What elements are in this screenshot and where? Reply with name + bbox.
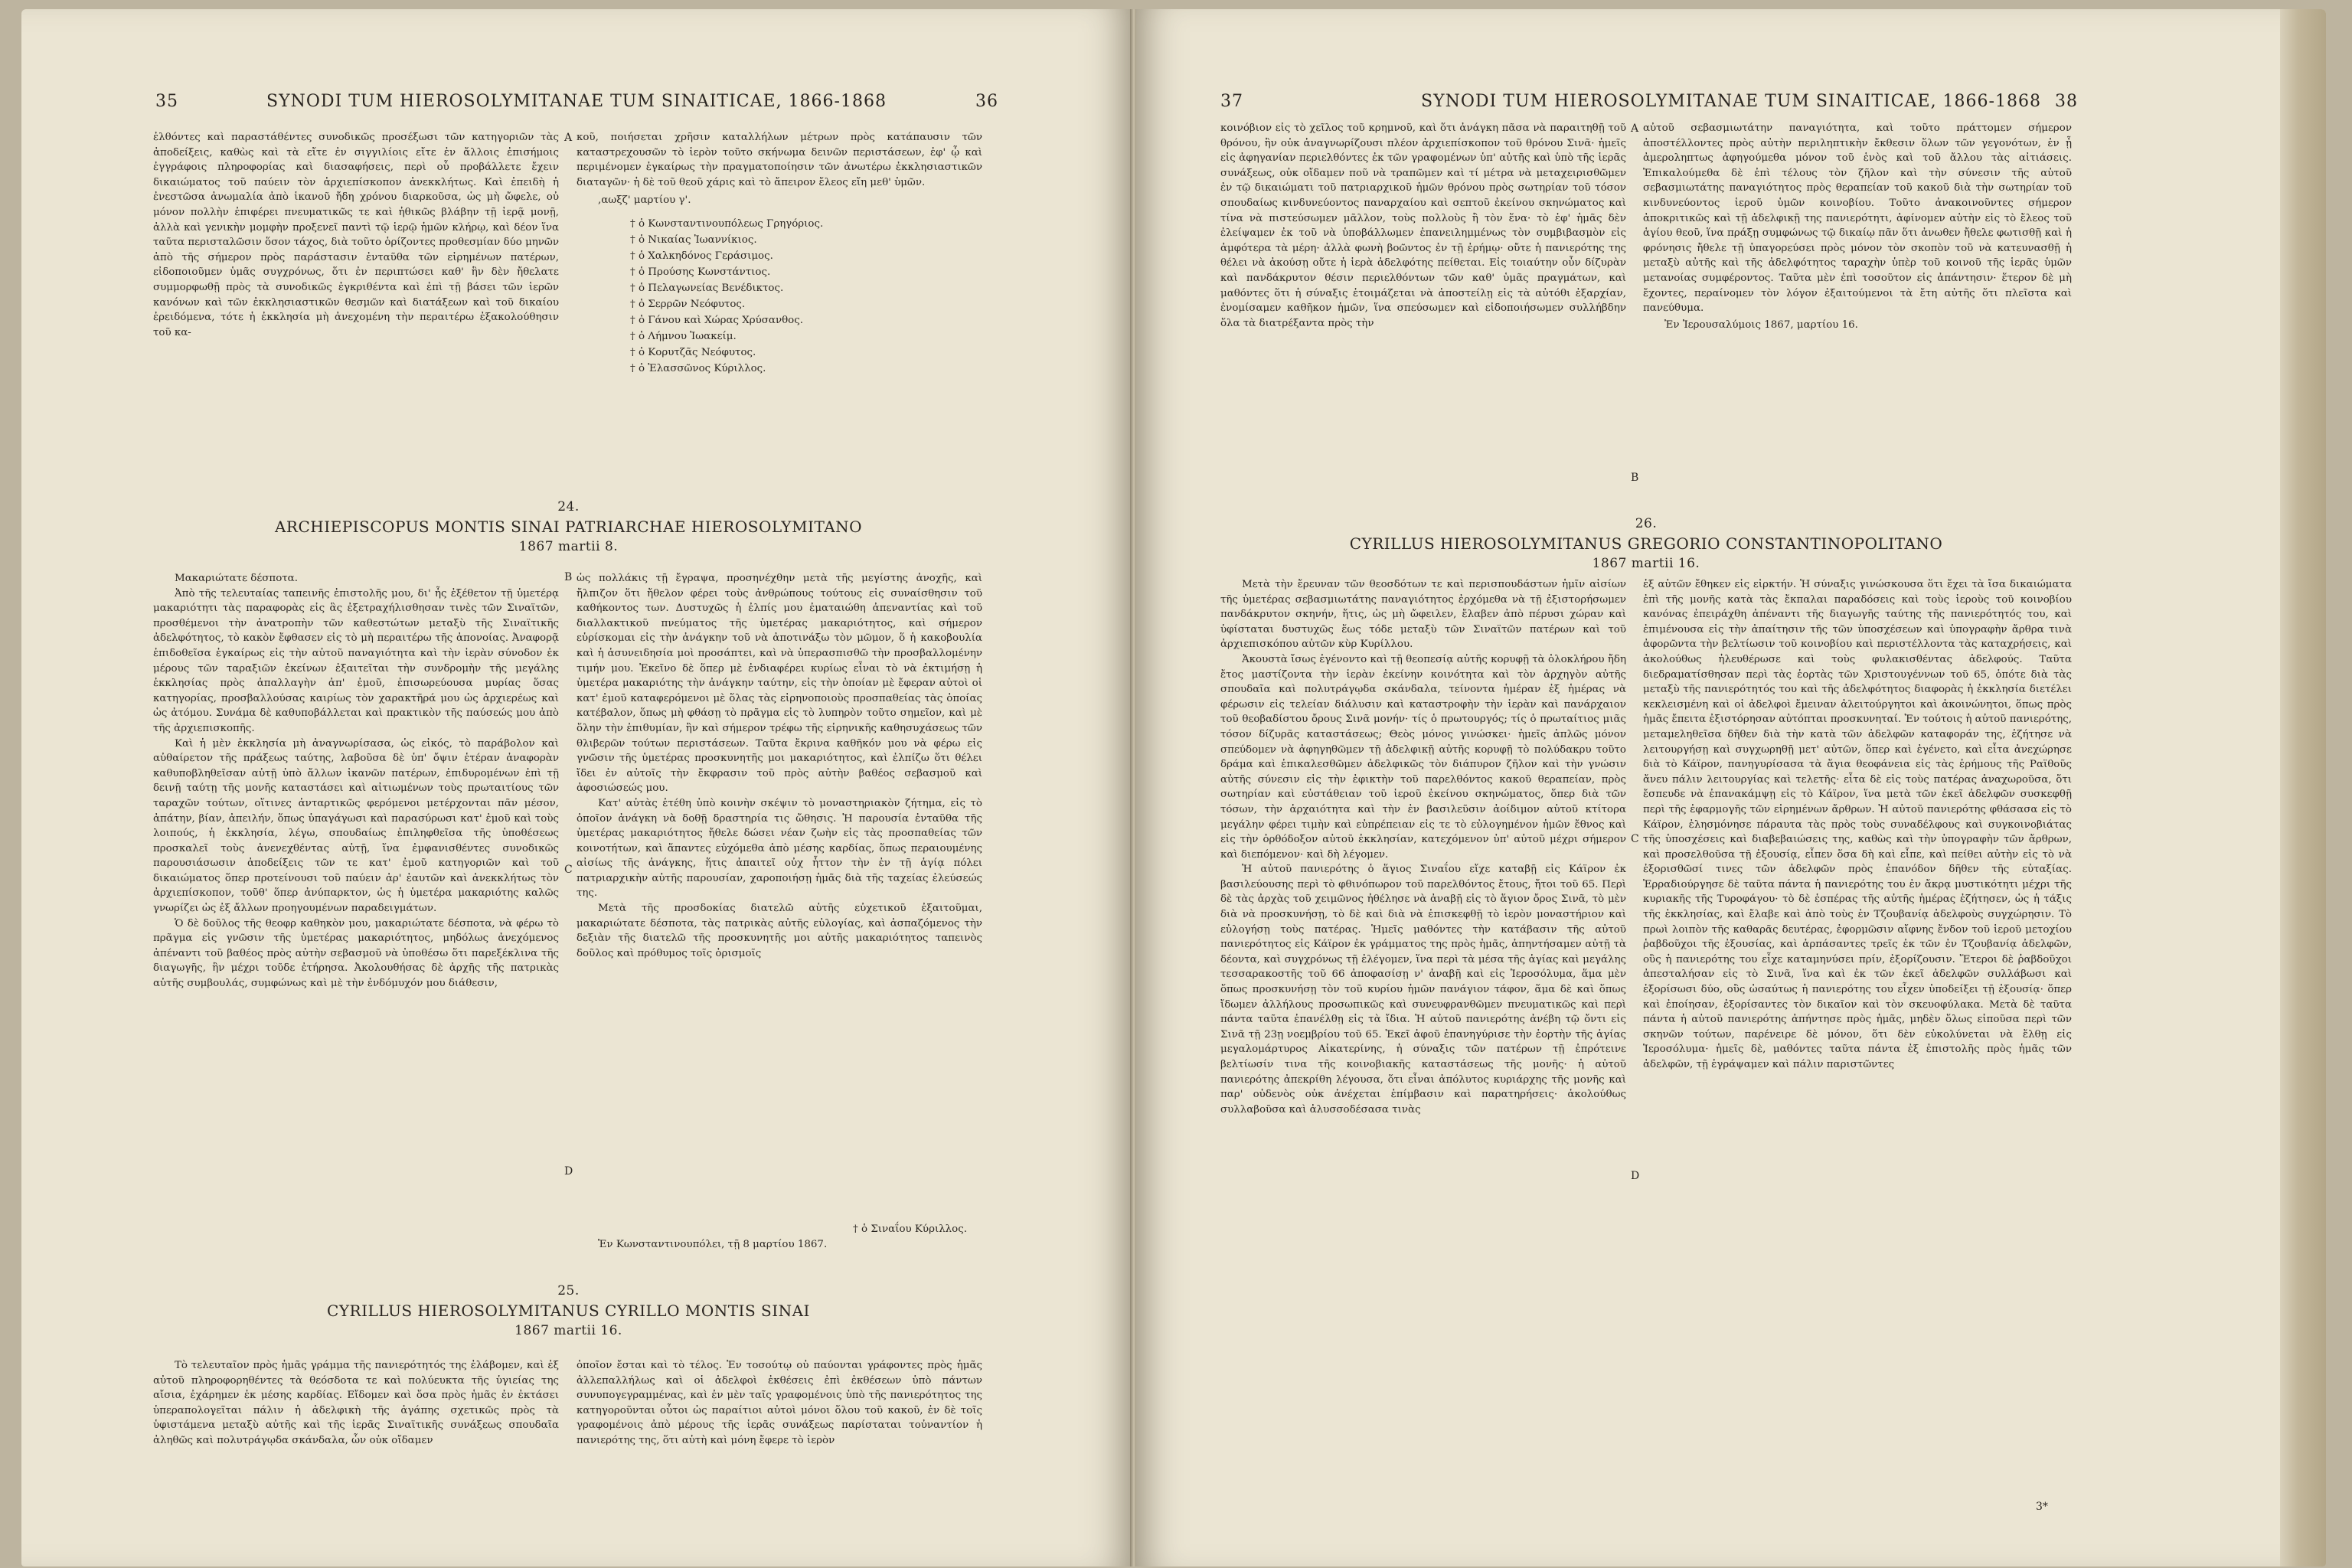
paragraph: Ὁ δὲ δοῦλος τῆς θεοφρ καθηκὸν μου, μακαριώτατε δέσποτα, νὰ φέρω τὸ πρᾶγμα εἰς γνῶσιν τῆς ὑμετέρας μακαριότητος, μηδόλως ἀνεχόμενος ἀπέναντι τοῦ βαθέος πρὸς αὐτὴν σεβασμοῦ νὰ ὑποθέσω ὅτι παρεξέκλινα τῆς διαγωγῆς, ἣν μέχρι τοῦδε ἐτήρησα. Ἀκολουθήσας δὲ ἀρχῆς τῆς πατρικὰς αὐτῆς συμβουλάς, συμφώνως καὶ μὲ τὴν ἐνδόμυχόν μου διάθεσιν, [153,917,559,990]
signature-24 [577,1222,982,1252]
signatory: † ὁ Γάνου καὶ Χώρας Χρύσανθος. [630,314,803,326]
text-block: αὐτοῦ σεβασμιωτάτην παναγιότητα, καὶ τοῦτο πράττομεν σήμερον ἀποστέλλοντες πρὸς αὐτὴν περιληπτικὴν ἔκθεσιν ὅλων τῶν γεγονότων, ἐν ᾗ ἀμεροληπτως ἀφηγούμεθα μόνον τοῦ ἑνὸς καὶ τοῦ ἄλλου τὰς αἰτιάσεις. Ἐπικαλούμεθα δὲ ἐπὶ τέλους τὸν ζῆλον καὶ τὴν σύνεσιν τῆς αὐτοῦ σεβασμιωτάτης παναγιότητος πρὸς θεραπείαν τοῦ κακοῦ διὰ τὴν σωτηρίαν τοῦ κινδυνεύοντος ἱεροῦ ὑμῶν κοινοβίου. Τοῦτο ἀνακοινοῦντες σήμερον ἀποκριτικῶς καὶ τῇ ἀδελφικῇ της πανιερότητι, ἀφίνομεν αὐτὴν εἰς τὸ ἔλεος τοῦ ἁγίου θεοῦ, ἵνα πράξῃ συμφώνως τῷ δικαίῳ πᾶν ὅτι ἀνωθεν ἤθελε φωτισθῇ καὶ ἡ φρόνησις ἤθελε τῇ ὑπαγορεύσει πρὸς μόνον τὸν σκοπὸν τοῦ νὰ κατευνασθῇ ἡ μεταξὺ αὐτῆς καὶ τῆς ἀδελφότητος ταραχὴν ὑπὲρ τοῦ κοινοῦ τῆς ἱερᾶς ὑμῶν μετανοίας συμφέροντος. Ταῦτα μὲν ἐπὶ τοσοῦτον εἰς ἀπάντησιν· ἕτερον δὲ μὴ ἔχοντες, περαίνομεν τὸν λόγον ἐξαιτούμενοι τὰ ἔτη αὐτῆς ὅτι πλεῖστα καὶ πανεύθυμα. [1643,122,2072,315]
signatory: † ὁ Σερρῶν Νεόφυτος. [630,298,746,310]
signatory: † ὁ Λήμνου Ἰωακείμ. [630,330,737,342]
section-date: 1867 martii 16. [514,1323,622,1338]
left-col1-top [153,130,559,340]
margin-letter: D [1631,1170,1640,1182]
left-page [21,9,1132,1566]
section-date: 1867 martii 16. [1592,556,1700,571]
left-col2-top [577,130,982,377]
running-title-right: SYNODI TUM HIEROSOLYMITANAE TUM SINAITICAE, 1866-1868 [1421,92,2041,111]
signature-mark: 3* [2036,1501,2048,1513]
section-number: 25. [557,1283,580,1298]
place-date: Ἐν Ἱερουσαλύμοις 1867, μαρτίου 16. [1664,318,1858,331]
section-date: 1867 martii 8. [518,539,619,554]
paragraph: Καὶ ἡ μὲν ἐκκλησία μὴ ἀναγνωρίσασα, ὡς εἰκός, τὸ παράβολον καὶ αὐθαίρετον τῆς πράξεως ταύτης, λαβοῦσα δὲ ὑπ' ὄψιν ἑτέραν ἀναφορὰν καθυποβληθεῖσαν αὐτῇ ὑπὸ ἄλλων ἱκανῶν πατέρων, ἐπιδυρομένων ἐπὶ τῇ δεινῇ ταύτῃ τῆς μονῆς καταστάσει καὶ αἰτιωμένων τοὺς πρωταιτίους τῶν ταραχῶν τούτων, οἵτινες ἀνταρτικῶς φερόμενοι μετέρχονται πᾶν μέσον, ἀπάτην, βίαν, ἀπειλήν, ὅπως ὑπαγάγωσι καὶ παρασύρωσι κατ' ἐμοῦ καὶ τοὺς λοιπούς, ἡ ἐκκλησία, λέγω, σπουδαίως ἐπιληφθεῖσα τῆς ὑποθέσεως προσκαλεῖ τοὺς ἀνενεχθέντας αὐτῇ, ἵνα ἐμφανισθέντες συνοδικῶς παρουσιάσωσιν ἀποδείξεις τῶν τε κατ' ἐμοῦ κατηγοριῶν καὶ τοῦ δικαιώματος ὅπερ προτείνουσι τοῦ παύειν ἀρ' ἑαυτῶν καὶ ἀνεκκλήτως τὸν ἀρχιεπίσκοπον, τοῦθ' ὅπερ ἀνύπαρκτον, ὡς ἡ ὑμετέρα μακαριότης καλῶς γνωρίζει ὡς ἐξ ἄλλων προηγουμένων παραδειγμάτων. [153,737,559,915]
right-col2-top [1643,121,2072,332]
section-heading-24 [153,499,984,554]
section-number: 24. [557,499,580,514]
paragraph: Ἀπὸ τῆς τελευταίας ταπεινῆς ἐπιστολῆς μου, δι' ἧς ἐξέθετον τῇ ὑμετέρᾳ μακαριότητι τὰς παραφορὰς εἰς ἃς ἐξετραχήλισθησαν τινὲς τῶν Σιναϊτῶν, προσθέμενοι τὴν ἀνατροπὴν τῶν καθεστώτων μεταξὺ τῆς Σιναϊτικῆς ἀδελφότητος, τὸ κακὸν ἔφθασεν εἰς τὸ μὴ περαιτέρω τῆς ἀπονοίας. Ἀναφορᾷ ἐπιδοθεῖσα ἐγκαίρως εἰς τὴν αὐτοῦ παναγιότητα καὶ τὴν ἱερὰν σύνοδον ἐκ μέρους τῶν ταραξιῶν ἐκείνων ἐξαιτεῖται τὴν συνδρομὴν τῆς μεγάλης ἐκκλησίας πρὸς ἀπαλλαγὴν ἀπ' ἐμοῦ, ἐπισωρεύουσα μυρίας ὅσας κατηγορίας, προσβαλλούσας καιρίως τὸν χαρακτῆρά μου ὡς ἀρχιερέως καὶ ὡς ἀτόμου. Συνάμα δὲ καθυποβάλλεται καὶ πρακτικὸν τῆς παύσεώς μου ἀπὸ τῆς ἀρχιεπισκοπῆς. [153,587,559,734]
paragraph: ὁποῖον ἔσται καὶ τὸ τέλος. Ἐν τοσούτῳ οὐ παύονται γράφοντες πρὸς ἡμᾶς ἀλλεπαλλήλως καὶ οἱ ἀδελφοὶ ἐκθέσεις ἐπὶ ἐκθέσεων ὑπὸ πάντων συνυπογεγραμμένας, καὶ ἐν μὲν ταῖς γραφομένοις ὑπὸ τῆς πανιερότητος της κατηγοροῦνται οὗτοι ὡς παραίτιοι αὐτοὶ μόνοι ὅλου τοῦ κακοῦ, ἐν δὲ τοῖς γραφομένοις ἀπὸ μέρους τῆς ἱερᾶς συνάξεως παρίσταται τοὐναντίον ἡ πανιερότης της, ὅτι αὐτὴ καὶ μόνη ἔφερε τὸ ἱερὸν [577,1360,982,1446]
book-spread [21,9,2326,1566]
text-block: κοινόβιον εἰς τὸ χεῖλος τοῦ κρημνοῦ, καὶ ὅτι ἀνάγκη πᾶσα νὰ παραιτηθῇ τοῦ θρόνου, ἢν οὐκ ἀναγνωρίζουσι πλέον ἀρχιεπίσκοπον τοῦ θρόνου Σινᾶ· ἡμεῖς εἰς ἀφηγανίαν περιελθόντες ἐκ τῶν γραφομένων ὑπ' αὐτῆς καὶ ὑπὸ τῆς ἱερᾶς συνάξεως, οὐκ οἴδαμεν ποῦ νὰ τραπῶμεν καὶ τί μέτρα νὰ μεταχειρισθῶμεν ἐν τῷ δικαιώματι τοῦ πατριαρχικοῦ ἡμῶν θρόνου πρὸς σωτηρίαν τοῦ τόσον σπουδαίως κινδυνεύοντος παναρχαίου καὶ σεπτοῦ ἐκείνου σκηνώματος καὶ τίνα νὰ πιστεύσωμεν μᾶλλον, τοὺς πολλοὺς ἢ τὸν ἕνα· τὸ ἐφ' ἡμᾶς δὲν ἐλείψαμεν ἐκ τοῦ νὰ ὑποβάλλωμεν ἐπανειλημμένως τὸν συμβιβασμὸν εἰς ἀμφότερα τὰ μέρη· ἀλλὰ φωνὴ βοῶντος ἐν τῇ ἐρήμῳ· οὔτε ἡ πανιερότης της θέλει νὰ ἀκούσῃ οὔτε ἡ ἱερὰ ἀδελφότης πείθεται. Εἰς τοιαύτην οὖν δίζυρὰν καὶ πανδάκρυτον θέσιν περιελθόντων τῶν καθ' ὑμᾶς πραγμάτων, καὶ μαθόντες ὅτι ἡ σύναξις ἑτοιμάζεται νὰ ἀποστείλῃ εἰς τὰ αὐτόθι ἐξαρχίαν, ἐνομίσαμεν καθῆκον ἡμῶν, ἵνα σπεύσωμεν καὶ εἰδοποιήσωμεν συλλήβδην ὅλα τὰ διατρέξαντα πρὸς τὴν [1220,122,1626,329]
right-col1-bottom [1220,577,1626,1488]
margin-letter: A [1631,122,1639,135]
paragraph: Ἀκουστὰ ἴσως ἐγένοντο καὶ τῇ θεοπεσίᾳ αὐτῆς κορυφῇ τὰ ὁλοκλήρου ἤδη ἔτος μαστίζοντα τὴν ἱερὰν ἐκείνην κοινότητα καὶ τὸν ἀρχηγὸν αὐτῆς σπουδαῖα καὶ πολυτράγῳδα σκάνδαλα, τείνοντα ἡμέραν ἐξ ἡμέρας νὰ φέρωσιν εἰς τελείαν διάλυσιν καὶ καταστροφὴν τὴν ἱερὰν καὶ πανάρχαιον τοῦ θεοβαδίστου ὄρους Σινᾶ μονήν· τίς ὁ πρωτουργός; τίς ὁ πρωταίτιος μιᾶς τόσον δίζυρᾶς καταστάσεως; Θεὸς μόνος γινώσκει· ἡμεῖς ἁπλῶς μόνον σπεύδομεν νὰ ἀφηγηθῶμεν τῇ ἀδελφικῇ αὐτῆς κορυφῇ τὸ πολύδακρυ τοῦτο δράμα καὶ ἐπικαλεσθῶμεν ἀδελφικῶς τὸν διάπυρον ζῆλον καὶ τὴν γνώσιν αὐτῆς σύνεσιν εἰς τὴν ἐφικτὴν τοῦ παρελθόντος κακοῦ θεραπείαν, πρὸς σωτηρίαν καὶ εὐστάθειαν τοῦ ἱεροῦ ἐκείνου σκηνώματος, ὅπερ διὰ τῶν τόσων, τὴν ἀρχαιότητα καὶ τὴν ἐν βασιλεῦσιν ἀοίδιμον αὐτοῦ κτίτορα μεγάλην φέρει τιμὴν καὶ εὐπρέπειαν εἰς τε τὸ εὐλογημένον ἡμῶν ἔθνος καὶ εἰς τὴν ὀρθόδοξον αὐτοῦ ἐκκλησίαν, κατεχόμενον ὑπ' αὐτοῦ μέχρι σήμερον καὶ διεπόμενον· καὶ δὴ λέγομεν. [1220,653,1626,861]
left-col1-mid [153,571,559,1207]
paragraph: Μετὰ τῆς προσδοκίας διατελῶ αὐτῆς εὐχετικοῦ ἐξαιτοῦμαι, μακαριώτατε δέσποτα, τὰς πατρικὰς αὐτῆς εὐλογίας, καὶ ἀσπαζόμενος τὴν δεξιὰν τῆς διατελῶ τῆς προσκυνητῆς μοι αὐτῆς μακαριότητος ταπεινὸς δοῦλος καὶ πρόθυμος τοῖς ὁρισμοῖς [577,903,982,959]
page-number-36: 36 [975,92,998,111]
section-title: CYRILLUS HIEROSOLYMITANUS CYRILLO MONTIS SINAI [327,1302,810,1320]
right-running-header [1136,92,2280,122]
section-title: ARCHIEPISCOPUS MONTIS SINAI PATRIARCHAE HIEROSOLYMITANO [274,518,863,536]
left-col1-bottom [153,1358,559,1519]
margin-letter: D [564,1165,573,1178]
paragraph: ὡς πολλάκις τῇ ἔγραψα, προσηνέχθην μετὰ τῆς μεγίστης ἀνοχῆς, καὶ ἤλπιζον ὅτι ἤθελον φέρει τοὺς ἀνθρώπους τούτους εἰς συναίσθησιν τοῦ καθήκοντος των. Δυστυχῶς ἡ ἐλπίς μου ἐματαιώθη ἀπεναντίας καὶ τοῦ διαλλακτικοῦ πνεύματος τῆς ὑμετέρας μακαριότητος, καὶ σήμερον εὑρίσκομαι εἰς τὴν ἀνάγκην τοῦ νὰ ἀποτινάξω τὸν μῶμον, ὅ ἡ κακοβουλία καὶ ἡ ἀσυνειδησία μοὶ προσάπτει, καὶ νὰ ὑπερασπισθῶ τὴν προσβαλλομένην τιμήν μου. Ἐκεῖνο δὲ ὅπερ μὲ ἐνδιαφέρει κυρίως εἶναι τὸ νὰ ἐκτιμήσῃ ἡ ὑμετέρα μακαριότης τὴν ἀνάγκην ταύτην, εἰς τὴν ὁποίαν μὲ ἔφεραν αὐτοὶ οἱ κατ' ἐμοῦ καταφερόμενοι μὲ ὅλας τὰς εἰρηνοποιοὺς προσπαθείας τὰς ὁποίας κατέβαλον, ὅπως μὴ φθάσῃ τὸ πρᾶγμα εἰς τὸ λυπηρὸν τοῦτο σημεῖον, καὶ μὲ ὅλην τὴν ἐπιθυμίαν, ἣν καὶ σήμερον τρέφω τῆς εἰρηνικῆς καθησυχάσεως τῶν θλιβερῶν τούτων περιστάσεων. Ταῦτα ἔκρινα καθῆκόν μου νὰ φέρω εἰς γνῶσιν τῆς ὑμετέρας προσκυνητῆς μοι μακαριότητος, καὶ ἐλπίζω ὅτι θέλει ἴδει ἐν αὐτοῖς τὴν ἔκφρασιν τοῦ πρὸς αὐτὴν βαθέος σεβασμοῦ καὶ ἀφοσιώσεώς μου. [577,573,982,795]
paragraph: ἐξ αὐτῶν ἔθηκεν εἰς εἱρκτήν. Ἡ σύναξις γινώσκουσα ὅτι ἔχει τὰ ἴσα δικαιώματα ἐπὶ τῆς μονῆς κατὰ τὰς ἔκπαλαι παραδόσεις καὶ τοὺς ἱεροὺς τοῦ κοινοβίου κανόνας ἐπειράχθη ἀπέναντι τῆς διαγωγῆς ταύτης τῆς πανιερότητός του, καὶ ἐπιμένουσα εἰς τὴν ἀπαίτησιν τῆς τῶν ὑποσχέσεων καὶ ὑπογραφὴν ἄρθρα τινὰ ἀφορῶντα τὴν βελτίωσιν τοῦ κοινοβίου καὶ περιστέλλοντα τὰς καταχρήσεις, καὶ ἀκολούθως ἠλευθέρωσε καὶ τοὺς φυλακισθέντας ἀδελφούς. Ταῦτα διεδραματίσθησαν περὶ τὰς ἑορτὰς τῶν Χριστουγέννων τοῦ 65, ὁπότε διὰ τὰς μεταξὺ τῆς πανιερότητός του καὶ τῆς ἀδελφότητος διαφορὰς ἡ ἐκκλησία διετέλει κεκλεισμένη καὶ οἱ ἀδελφοὶ ἔμειναν ἀλειτούργητοι καὶ ἀκοινώνητοι, ὅπως πρὸς ἡμᾶς ἔπειτα ἐξιστόρησαν αὐτόπται προσκυνηταί. Ἐν τούτοις ἡ αὐτοῦ πανιερότης, μεταμεληθεῖσα δῆθεν διὰ τὴν κατὰ τῶν ἀδελφῶν καταφοράν της, ἐζήτησε νὰ λειτουργήσῃ καὶ συγχωρηθῇ μετ' αὐτῶν, ὅπερ καὶ ἐγένετο, καὶ εἶτα ἀνεχώρησε διὰ τὸ Κάϊρον, πανηγυρίσασα τὰ ἅγια θεοφάνεια εἰς τὰς ἐρήμους τῆς Ραϊθοῦς ἄνευ πάλιν λειτουργίας καὶ τελετῆς· εἶτα δὲ εἰς τοὺς πατέρας ἀναχωροῦσα, ὅτι ἔσπευδε νὰ ἐπανακάμψῃ εἰς τὸ Κάϊρον, ἵνα μετὰ τῶν ἐκεῖ ἀδελφῶν συσκεφθῇ περὶ τῆς ἐφαρμογῆς τῶν εἰρημένων ἄρθρων. Ἡ αὐτοῦ πανιερότης φθάσασα εἰς τὸ Κάϊρον, ἐλησμόνησε πάραυτα τὰς πρὸς τοὺς συναδέλφους καὶ συγκοινοβιάτας τῆς ὑποσχέσεις καὶ διαβεβαιώσεις της, καθὼς καὶ τὴν ὑπογραφὴν τῶν ἄρθρων, καὶ προσελθοῦσα τῇ ἐξουσίᾳ, εἶπεν ὅσα δὴ καὶ εἶπε, καὶ πείθει αὐτὴν εἰς τὸ νὰ ἐξορισθῶσί τινες τῶν ἀδελφῶν πρὸς ἐπανόδον δῆθεν τῆς εὐταξίας. Ἐρραδιούργησε δὲ ταῦτα πάντα ἡ πανιερότης του ἐν ἄκρᾳ μυστικότητι μέχρι τῆς κυριακῆς τῆς Τυροφάγου· τὸ δὲ ἑσπέρας τῆς αὐτῆς ἡμέρας ἐζήτησεν, ὡς ἡ τάξις τῆς ἐκκλησίας, καὶ ἔλαβε καὶ ἀπὸ τοὺς ἐν Τζουβανίᾳ ἀδελφοὺς συγχώρησιν. Τὸ πρωὶ λοιπὸν τῆς καθαρᾶς δευτέρας, ἐφορμῶσιν αἴφνης ἔνδον τοῦ ἱεροῦ μετοχίου ῥαβδοῦχοι τῆς ἐξουσίας, καὶ ἁρπάσαντες τρεῖς ἐκ τῶν ἐν Τζουβανίᾳ ἀδελφῶν, οὓς ἡ πανιερότης του εἶχε καταμηνύσει πρίν, ἐξορίζουσιν. Ἕτεροι δὲ ῥαβδοῦχοι ἀπεσταλήσαν εἰς τὸ Σινᾶ, ἵνα καὶ ἐκ τῶν ἐκεῖ ἀδελφῶν συλλάβωσι καὶ ἐξορίσωσι δύο, οὓς ὡσαύτως ἡ πανιερότης του εἶχεν ὑποδείξει τῇ ἐξουσίᾳ· ὅπερ καὶ ἐποίησαν, ἐξορίσαντες τὸν δικαῖον καὶ τὸν σκευοφύλακα. Μετὰ δὲ ταῦτα πάντα ἡ αὐτοῦ πανιερότης ἀπήντησε πρὸς ἡμᾶς, μηδὲν ὅλως εἰποῦσα περὶ τῶν σκηνῶν τούτων, παρένειρε δὲ μόνον, ὅτι δὲν εὐκολύνεται νὰ ἔλθῃ εἰς Ἱεροσόλυμα· ἡμεῖς δὲ, μαθόντες ταῦτα πάντα ἐξ ἐπιστολῆς πρὸς ἡμᾶς τῶν ἀδελφῶν, τῇ ἐγράψαμεν καὶ πάλιν παριστῶντες [1643,579,2072,1070]
signatory: † ὁ Κορυτζᾶς Νεόφυτος. [630,346,756,358]
text-block: κοῦ, ποιήσεται χρῆσιν καταλλήλων μέτρων πρὸς κατάπαυσιν τῶν καταστρεχουσῶν τὸ ἱερὸν τοῦτο σκήνωμα δεινῶν περιστάσεων, ἐφ' ᾧ καὶ περιμένομεν ἐγκαίρως τὴν πραγματοποίησιν τῶν ἀνωτέρω ἐκκλησιαστικῶν διαταγῶν· ἡ δὲ τοῦ θεοῦ χάρις καὶ τὸ ἄπειρον ἔλεος εἴη μεθ' ὑμῶν. [577,132,982,188]
place-date: Ἐν Κωνσταντινουπόλει, τῇ 8 μαρτίου 1867. [598,1238,828,1250]
left-col2-bottom [577,1358,982,1519]
page-number-38: 38 [2055,92,2078,111]
text-block: ἐλθόντες καὶ παραστάθέντες συνοδικῶς προσέξωσι τῶν κατηγοριῶν τὰς ἀποδείξεις, καθὼς καὶ τὰ εἴτε ἐν σιγγιλίοις εἴτε ἐν ἄλλοις ἐπισήμοις ἐγγράφοις πληροφορίας καὶ διασαφήσεις, περὶ οὗ προβάλλετε ἔχειν δικαιώματος τοῦ παύειν τὸν ἀρχιεπίσκοπον ἀνεκκλήτως. Καὶ ἐπειδὴ ἡ ἐνεστῶσα ἀνωμαλία ἀπὸ ἱκανοῦ ἤδη χρόνου διαρκοῦσα, ὡς μὴ ὤφελε, οὐ μόνον πολλὴν ἐπιφέρει πνευματικῶς τε καὶ ἠθικῶς βλάβην τῇ ἱερᾷ μονῇ, ἀλλὰ καὶ γενικὴν μομφὴν προξενεῖ παντὶ τῷ ἱερῷ ἡμῶν κλήρῳ, καὶ δέον ἵνα ταῦτα περισταλῶσιν ὅσον τάχος, διὰ τοῦτο ὁρίζοντες προθεσμίαν δύο μηνῶν ἀπὸ τῆς σήμερον πρὸς παράστασιν ἐνταῦθα τῶν εἰρημένων πατέρων, εἰδοποιοῦμεν ὑμᾶς συγχρόνως, ὅτι ἐν περιπτώσει καθ' ἣν δὲν ἤθελατε συμμορφωθῇ πρὸς τὰ συνοδικῶς ἐγκριθέντα καὶ ἐπὶ τῇ βάσει τῶν ἱερῶν κανόνων καὶ τῶν ἐκκλησιαστικῶν θεσμῶν καὶ διατάξεων καὶ τοῦ δικαίου ἐρειδόμενα, τότε ἡ ἐκκλησία μὴ ἀνεχομένη τὴν περαιτέρω ἐξακολούθησιν τοῦ κα- [153,132,559,338]
right-col1-top [1220,121,1626,331]
section-title: CYRILLUS HIEROSOLYMITANUS GREGORIO CONSTANTINOPOLITANO [1349,534,1943,553]
paragraph: Τὸ τελευταῖον πρὸς ἡμᾶς γράμμα τῆς πανιερότητός της ἐλάβομεν, καὶ ἐξ αὐτοῦ πληροφορηθέντες τὰ θεόσδοτα τε καὶ πολύευκτα τῆς ὑγιείας της αἴσια, ἐχάρημεν ἐκ μέσης καρδίας. Εἴδομεν καὶ ὅσα πρὸς ἡμᾶς ἐν ἐκτάσει ὑπεραπολογεῖται πάλιν ἡ ἀδελφικὴ τῆς ἀγάπης σχετικῶς πρὸς τὰ ὑφιστάμενα μεταξὺ αὐτῆς καὶ τῆς ἱερᾶς Σιναϊτικῆς συνάξεως σπουδαῖα ἀληθῶς καὶ πολυτράγῳδα σκάνδαλα, ὧν οὐκ οἴδαμεν [153,1360,559,1446]
left-running-header [21,92,1132,122]
signatory: † ὁ Ἐλασσῶνος Κύριλλος. [630,362,766,374]
margin-letter: C [1631,833,1639,845]
page-number-35: 35 [155,92,178,111]
right-col2-bottom [1643,577,2072,1488]
signatory: † ὁ Προύσης Κωνστάντιος. [630,266,771,278]
signatory: † ὁ Πελαγωνείας Βενέδικτος. [630,282,784,294]
right-page [1136,9,2326,1566]
signatory: † ὁ Νικαίας Ἰωαννίκιος. [630,234,757,246]
paragraph: Κατ' αὐτὰς ἐτέθη ὑπὸ κοινὴν σκέψιν τὸ μοναστηριακὸν ζήτημα, εἰς τὸ ὁποῖον ἀνάγκη νὰ δοθῇ δραστηρία τις ὤθησις. Ἡ παρουσία ἐνταῦθα τῆς ὑμετέρας μακαριότητος ἤθελε δώσει νέαν ζωὴν εἰς τὰς προσπαθείας τῶν κοινοτήτων, καὶ ἅπαντες εὐχόμεθα ἀπὸ μέσης καρδίας, ὅπως περαιουμένης αἰσίως τῆς ἀνάγκης, ἥτις ἀπαιτεῖ οὐχ ἧττον τὴν ἐν τῇ ἁγίᾳ πόλει πατριαρχικὴν αὐτῆς παρουσίαν, χαροποιήσῃ ἡμᾶς διὰ τῆς ταχείας ἐλεύσεώς της. [577,797,982,900]
signature: † ὁ Σιναΐου Κύριλλος. [853,1223,967,1235]
margin-letter: B [564,571,573,583]
margin-letter: A [564,132,573,144]
left-col2-mid [577,571,982,1184]
paragraph: Ἡ αὐτοῦ πανιερότης ὁ ἅγιος Σιναΐου εἴχε καταβῇ εἰς Κάϊρον ἐκ βασιλεύουσης περὶ τὸ φθινόπωρον τοῦ παρελθόντος ἔτους, ἤτοι τοῦ 65. Περὶ δὲ τὰς ἀρχὰς τοῦ χειμῶνος ἠθέλησε νὰ ἀναβῇ εἰς τὸ ἅγιον ὄρος Σινᾶ, τὸ μὲν διὰ νὰ προσκυνήσῃ, τὸ δὲ καὶ διὰ νὰ ἐπισκεφθῇ τὸ ἱερὸν μοναστήριον καὶ εὐλογήσῃ τοὺς πατέρας. Ἡμεῖς μαθόντες τὴν κατάβασιν τῆς αὐτοῦ πανιερότητος εἰς Κάϊρον ἐκ γράμματος της πρὸς ἡμᾶς, ἀπηντήσαμεν αὐτῇ τὰ δέοντα, καὶ συγχρόνως τῇ ἐλέγομεν, ἵνα περὶ τὰ μέσα τῆς ἁγίας καὶ μεγάλης τεσσαρακοστῆς τοῦ 66 ἀποφασίσῃ ν' ἀναβῇ καὶ εἰς Ἱεροσόλυμα, ἅμα μὲν ὅπως προσκυνήσῃ τὸν τοῦ κυρίου ἡμῶν πανάγιον τάφον, ἅμα δὲ καὶ ὅπως ἴδωμεν ἀλλήλους προσωπικῶς καὶ συνευφρανθῶμεν πνευματικῶς καὶ περὶ πάντα ταῦτα ἐπανέλθῃ εἰς τὰ ἴδια. Ἡ αὐτοῦ πανιερότης ἀνέβη τῷ ὄντι εἰς Σινᾶ τῇ 23ῃ νοεμβρίου τοῦ 65. Ἐκεῖ ἀφοῦ ἐπανηγύρισε τὴν ἑορτὴν τῆς ἁγίας μεγαλομάρτυρος Αἰκατερίνης, ἡ σύναξις τῶν πατέρων τῇ ἐπρότεινε βελτίωσίν τινα τῆς κοινοβιακῆς καταστάσεως τῆς μονῆς· ἡ αὐτοῦ πανιερότης ἀπεκρίθη λέγουσα, ὅτι εἶναι ἀπόλυτος κυριάρχης τῆς μονῆς καὶ παρ' οὐδενὸς οὐκ ἀνέχεται ἐπίμβασιν καὶ παρατηρήσεις· ἀκολούθως συλλαβοῦσα καὶ ἀλυσσοδέσασα τινὰς [1220,864,1626,1116]
margin-letter: B [1631,472,1639,484]
date-line: ,αωξζ' μαρτίου γ'. [598,194,691,207]
page-edges [2280,9,2326,1566]
running-title-left: SYNODI TUM HIEROSOLYMITANAE TUM SINAITICAE, 1866-1868 [266,92,887,111]
signatory-list [577,216,982,377]
signatory: † ὁ Κωνσταντινουπόλεως Γρηγόριος. [630,217,824,230]
section-number: 26. [1635,516,1658,531]
section-heading-25 [153,1283,984,1338]
paragraph: Μετὰ τὴν ἔρευναν τῶν θεοσδότων τε καὶ περισπουδάστων ἡμῖν αἰσίων τῆς ὑμετέρας σεβασμιωτάτης παναγιότητος ἐρχόμεθα νὰ τῇ ἐξιστορήσωμεν πανδάκρυτον σκηνήν, ἥτις, ὡς μὴ ὤφειλεν, ἔλαβεν ἀπὸ πέρυσι χώραν καὶ ὑφίσταται δυστυχῶς ἕως τόδε μεταξὺ τῶν Σιναϊτῶν πατέρων καὶ τοῦ ἀρχιεπισκόπου αὐτῶν κὺρ Κυρίλλου. [1220,579,1626,651]
section-heading-26 [1220,516,2072,571]
page-number-37: 37 [1220,92,1243,111]
margin-letter: C [564,864,573,876]
salutation: Μακαριώτατε δέσποτα. [175,573,298,584]
signatory: † ὁ Χαλκηδόνος Γεράσιμος. [630,250,773,262]
